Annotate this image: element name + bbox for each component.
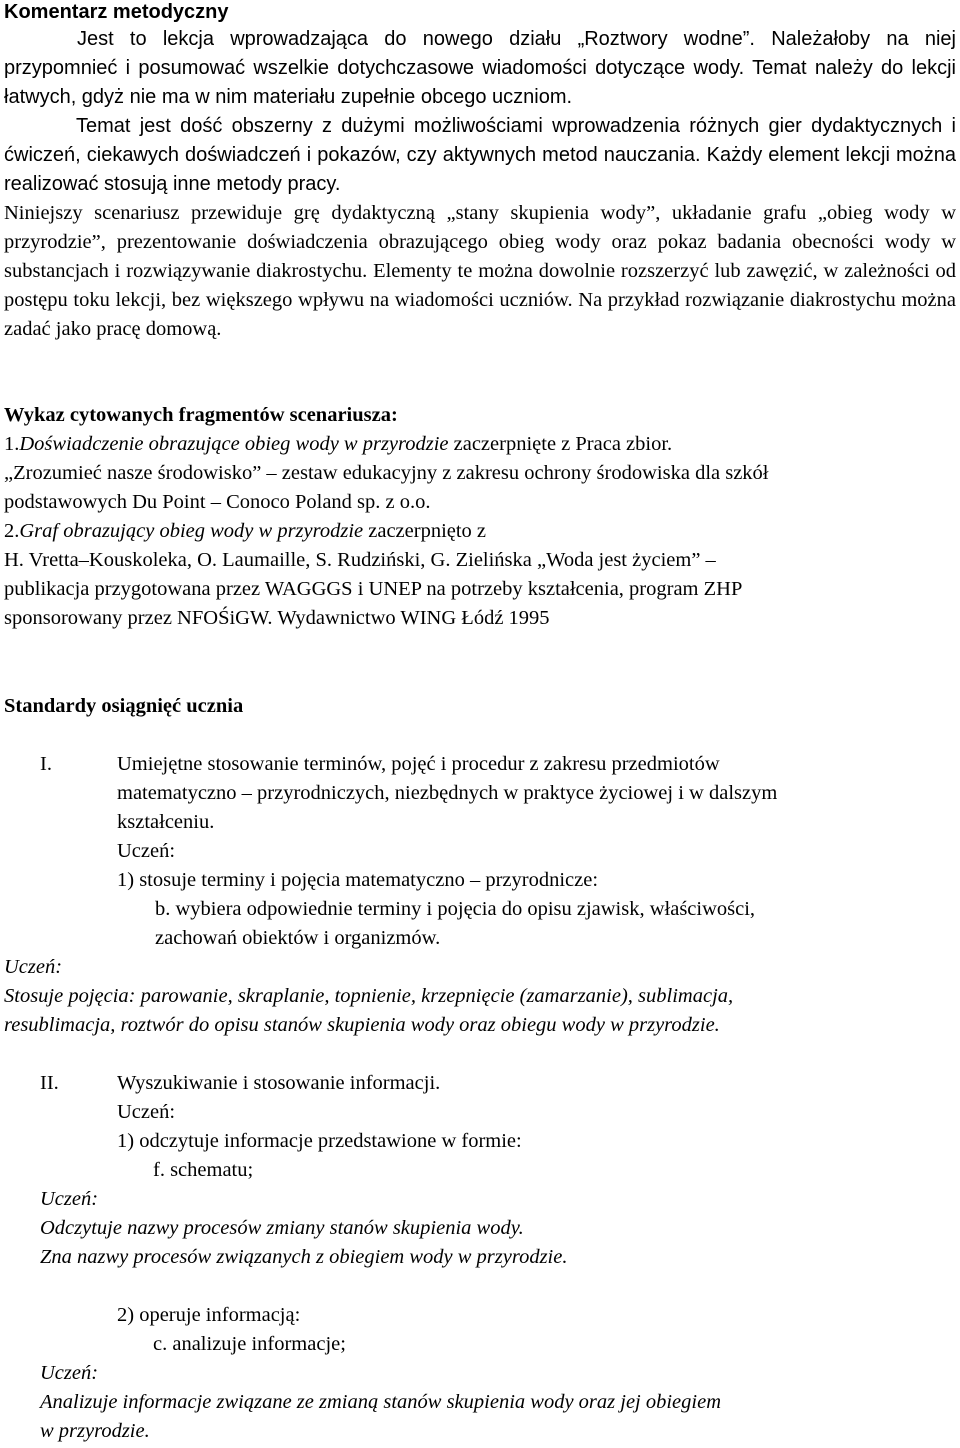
commentary-paragraph-3: Niniejszy scenariusz przewiduje grę dydaktyczną „stany skupienia wody”, układanie grafu „obieg wody w przyrodzie”, prezentowanie doświadczenia obrazującego obieg wody oraz pokaz badania obecności wody w substancjach i rozwiązywanie diakrostychu. Elementy te można dowolnie rozszerzyć lub zawęzić, w zależności od postępu toku lekcji, bez większego wpływu na wiadomości uczniów. Na przykład rozwiązanie diakrostychu można zadać jako pracę domową. [4, 202, 956, 340]
standards-title: Standardy osiągnięć ucznia [4, 695, 244, 717]
standard-1-italic-line-2: resublimacja, roztwór do opisu stanów skupienia wody oraz obiegu wody w przyrodzie. [4, 1014, 720, 1036]
standard-2-italic-line-2: Zna nazwy procesów związanych z obiegiem wody w przyrodzie. [40, 1246, 568, 1268]
citation-italic-title: Graf obrazujący obieg wody w przyrodzie [19, 520, 364, 542]
citation-item-1-line-2: „Zrozumieć nasze środowisko” – zestaw edukacyjny z zakresu ochrony środowiska dla szkół [4, 462, 769, 484]
citation-item-2-line-2: H. Vretta–Kouskoleka, O. Laumaille, S. Rudziński, G. Zielińska „Woda jest życiem” – [4, 549, 716, 571]
citation-text: zaczerpnięte z Praca zbior. [448, 433, 673, 455]
citation-number: 2. [4, 520, 20, 542]
standard-2-italic-line-1: Odczytuje nazwy procesów zmiany stanów skupienia wody. [40, 1217, 524, 1239]
citation-italic-title: Doświadczenie obrazujące obieg wody w przyrodzie [19, 433, 449, 455]
commentary-paragraph-1: Jest to lekcja wprowadzająca do nowego działu „Roztwory wodne”. Należałoby na niej przypomnieć i posumować wszelkie dotychczasowe wiadomości dotyczące wody. Temat należy do lekcji łatwych, gdyż nie ma w nim materiału zupełnie obcego uczniom. [4, 28, 956, 108]
citation-item-1 [4, 430, 672, 459]
standard-2-uczen-italic-1: Uczeń: [40, 1188, 99, 1210]
commentary-body [4, 25, 956, 199]
standard-2-uczen: Uczeń: [117, 1101, 176, 1123]
commentary-title: Komentarz metodyczny [4, 1, 229, 23]
standard-2-italic-line-4: w przyrodzie. [40, 1420, 150, 1442]
standard-1-line-3: kształceniu. [117, 811, 215, 833]
standard-1-numeral: I. [40, 753, 52, 775]
citation-item-2-line-4: sponsorowany przez NFOŚiGW. Wydawnictwo WING Łódź 1995 [4, 607, 550, 629]
standard-2-line-1: Wyszukiwanie i stosowanie informacji. [117, 1072, 441, 1094]
citation-text: zaczerpnięto z [363, 520, 487, 542]
standard-2-sub-f: f. schematu; [153, 1159, 254, 1181]
standard-2-point-1: 1) odczytuje informacje przedstawione w formie: [117, 1130, 522, 1152]
standard-1-line-1: Umiejętne stosowanie terminów, pojęć i procedur z zakresu przedmiotów [117, 753, 720, 775]
citation-item-2-line-3: publikacja przygotowana przez WAGGGS i UNEP na potrzeby kształcenia, program ZHP [4, 578, 743, 600]
standard-1-point-1: 1) stosuje terminy i pojęcia matematyczno – przyrodnicze: [117, 869, 599, 891]
standard-1-uczen: Uczeń: [117, 840, 176, 862]
standard-1-sub-b-cont: zachowań obiektów i organizmów. [155, 927, 441, 949]
standard-1-italic-line-1: Stosuje pojęcia: parowanie, skraplanie, topnienie, krzepnięcie (zamarzanie), sublimacja, [4, 985, 734, 1007]
standard-2-sub-c: c. analizuje informacje; [153, 1333, 346, 1355]
standard-2-numeral: II. [40, 1072, 59, 1094]
standard-2-point-2: 2) operuje informacją: [117, 1304, 301, 1326]
standard-2-italic-line-3: Analizuje informacje związane ze zmianą stanów skupienia wody oraz jej obiegiem [40, 1391, 722, 1413]
standard-2-uczen-italic-2: Uczeń: [40, 1362, 99, 1384]
citations-title: Wykaz cytowanych fragmentów scenariusza: [4, 404, 398, 426]
citation-item-1-line-3: podstawowych Du Point – Conoco Poland sp. z o.o. [4, 491, 431, 513]
standard-1-sub-b: b. wybiera odpowiednie terminy i pojęcia do opisu zjawisk, właściwości, [155, 898, 756, 920]
citation-item-2 [4, 517, 486, 546]
standard-1-line-2: matematyczno – przyrodniczych, niezbędnych w praktyce życiowej i w dalszym [117, 782, 778, 804]
standard-1-uczen-italic: Uczeń: [4, 956, 63, 978]
citation-number: 1. [4, 433, 20, 455]
commentary-paragraph-2: Temat jest dość obszerny z dużymi możliwościami wprowadzenia różnych gier dydaktycznych i ćwiczeń, ciekawych doświadczeń i pokazów, czy aktywnych metod nauczania. Każdy element lekcji można realizować stosują inne metody pracy. [4, 115, 956, 195]
